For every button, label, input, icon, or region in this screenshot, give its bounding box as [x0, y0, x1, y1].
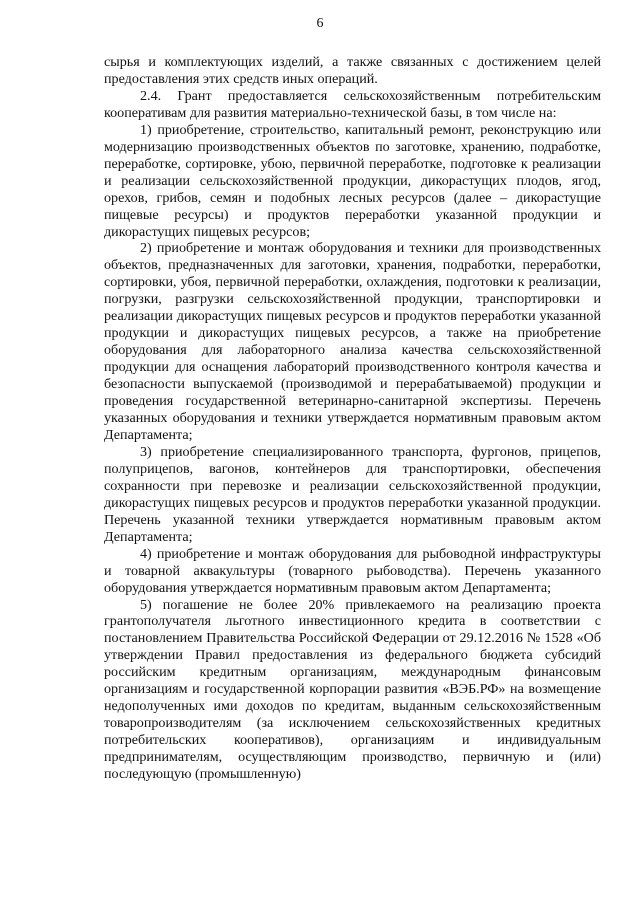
paragraph-item-2: 2) приобретение и монтаж оборудования и техники для производственных объектов, предназначенных для заготовки, хранения, подработки, переработки, сортировки, убоя, первичной переработки, охлаждения, подготовки к реализации, погрузки, разгрузки сельскохозяйственной продукции, транспортировки и реализации дикорастущих пищевых ресурсов и продуктов переработки указанной продукции и дикорастущих пищевых ресурсов, а также на приобретение оборудования для лабораторного анализа качества сельскохозяйственной продукции для оснащения лабораторий производственного контроля качества и безопасности выпускаемой (производимой и перерабатываемой) продукции и проведения государственной ветеринарно-санитарной экспертизы. Перечень указанных оборудования и техники утверждается нормативным правовым актом Департамента;: [104, 240, 601, 443]
document-body: [104, 54, 601, 783]
page-number: 6: [316, 16, 324, 31]
paragraph-item-5: 5) погашение не более 20% привлекаемого на реализацию проекта грантополучателя льготного инвестиционного кредита в соответствии с постановлением Правительства Российской Федерации от 29.12.2016 № 1528 «Об утверждении Правил предоставления из федерального бюджета субсидий российским кредитным организациям, международным финансовым организациям и государственной корпорации развития «ВЭБ.РФ» на возмещение недополученных ими доходов по кредитам, выданным сельскохозяйственным товаропроизводителям (за исключением сельскохозяйственных кредитных потребительских кооперативов), организациям и индивидуальным предпринимателям, осуществляющим производство, первичную и (или) последующую (промышленную): [104, 596, 601, 783]
paragraph-item-1: 1) приобретение, строительство, капитальный ремонт, реконструкцию или модернизацию производственных объектов по заготовке, хранению, подработке, переработке, сортировке, убою, первичной переработке, подготовке к реализации и реализации сельскохозяйственной продукции, дикорастущих плодов, ягод, орехов, грибов, семян и подобных лесных ресурсов (далее – дикорастущие пищевые ресурсы) и продуктов переработки указанной продукции и дикорастущих пищевых ресурсов;: [104, 121, 601, 240]
paragraph-item-4: 4) приобретение и монтаж оборудования для рыбоводной инфраструктуры и товарной аквакультуры (товарного рыбоводства). Перечень указанного оборудования утверждается нормативным правовым актом Департамента;: [104, 545, 601, 596]
paragraph-section-2-4: 2.4. Грант предоставляется сельскохозяйственным потребительским кооперативам для развития материально-технической базы, в том числе на:: [104, 87, 601, 121]
paragraph-continuation: сырья и комплектующих изделий, а также связанных с достижением целей предоставления этих средств иных операций.: [104, 54, 601, 87]
paragraph-item-3: 3) приобретение специализированного транспорта, фургонов, прицепов, полуприцепов, вагонов, контейнеров для транспортировки, обеспечения сохранности при перевозке и реализации сельскохозяйственной продукции, дикорастущих пищевых ресурсов и продуктов переработки указанной продукции. Перечень указанной техники утверждается нормативным правовым актом Департамента;: [104, 443, 601, 545]
